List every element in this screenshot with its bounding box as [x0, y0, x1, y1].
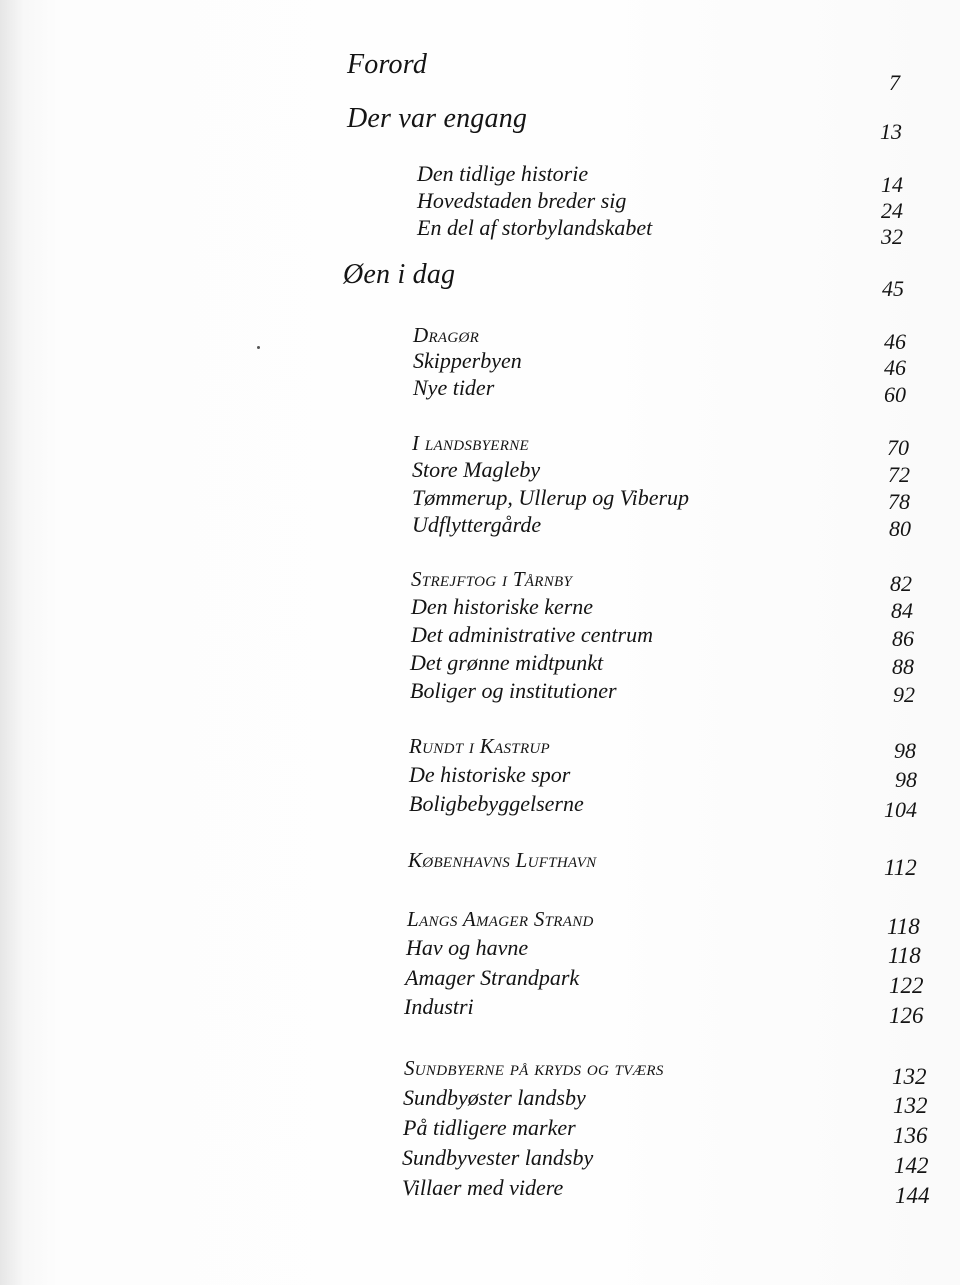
- toc-page: 142: [894, 1153, 929, 1178]
- toc-section-heading: Strejftog i Tårnby: [411, 567, 573, 591]
- toc-page: 92: [893, 682, 915, 707]
- toc-section-heading: Københavns Lufthavn: [408, 848, 597, 872]
- toc-page-forord: 7: [889, 70, 900, 95]
- toc-entry: Hav og havne: [406, 935, 529, 960]
- toc-page: 80: [889, 516, 911, 541]
- toc-entry-forord: Forord: [347, 49, 428, 80]
- toc-entry: En del af storbylandskabet: [417, 215, 653, 240]
- toc-page: 104: [884, 797, 917, 822]
- toc-entry-der-var-engang: Der var engang: [347, 103, 528, 134]
- toc-page: 78: [888, 489, 910, 514]
- toc-page-der-var-engang: 13: [880, 119, 902, 144]
- toc-entry: Amager Strandpark: [405, 965, 580, 990]
- toc-page: 144: [895, 1183, 930, 1208]
- toc-entry: De historiske spor: [409, 762, 571, 787]
- toc-entry: Sundbyøster landsby: [403, 1085, 586, 1110]
- toc-entry: Udflyttergårde: [412, 512, 542, 537]
- toc-page: 60: [884, 382, 906, 407]
- toc-page-oen-i-dag: 45: [882, 276, 904, 301]
- toc-page: 72: [888, 462, 910, 487]
- toc-page: 84: [891, 598, 913, 623]
- toc-page: 24: [881, 198, 903, 223]
- toc-page: 88: [892, 654, 914, 679]
- toc-page: 98: [894, 738, 916, 763]
- toc-entry: Sundbyvester landsby: [402, 1145, 594, 1170]
- toc-entry: Det grønne midtpunkt: [410, 650, 604, 675]
- toc-entry: Tømmerup, Ullerup og Viberup: [412, 485, 690, 510]
- toc-section-heading: Dragør: [413, 323, 480, 347]
- toc-entry: Den tidlige historie: [417, 161, 589, 186]
- toc-page: 132: [893, 1093, 928, 1118]
- toc-page: 126: [889, 1003, 924, 1028]
- toc-section-heading: I landsbyerne: [412, 431, 529, 455]
- toc-page: 98: [895, 767, 917, 792]
- toc-page: 70: [887, 435, 909, 460]
- toc-page: 118: [887, 914, 920, 939]
- toc-entry: Boliger og institutioner: [410, 678, 617, 703]
- toc-page: 14: [881, 172, 903, 197]
- toc-page: 118: [888, 943, 921, 968]
- toc-page: 122: [889, 973, 924, 998]
- toc-entry: Store Magleby: [412, 457, 541, 482]
- toc-page: 32: [881, 224, 903, 249]
- toc-page: 86: [892, 626, 914, 651]
- toc-entry: Den historiske kerne: [411, 594, 594, 619]
- toc-section-heading: Langs Amager Strand: [407, 907, 594, 931]
- toc-entry: Skipperbyen: [413, 348, 522, 373]
- toc-page: 136: [893, 1123, 928, 1148]
- toc-entry: På tidligere marker: [403, 1115, 576, 1140]
- toc-section-heading: Sundbyerne på kryds og tværs: [404, 1056, 664, 1080]
- page-gutter-shadow: [0, 0, 24, 1285]
- toc-entry: Villaer med videre: [402, 1175, 564, 1200]
- toc-entry: Det administrative centrum: [411, 622, 653, 647]
- toc-section-heading: Rundt i Kastrup: [409, 734, 551, 758]
- toc-page: 132: [892, 1064, 927, 1089]
- toc-entry: Industri: [404, 994, 474, 1019]
- toc-entry: Hovedstaden breder sig: [417, 188, 627, 213]
- toc-page: 112: [884, 855, 917, 880]
- toc-page: 46: [884, 355, 906, 380]
- toc-entry: Nye tider: [413, 375, 495, 400]
- toc-page: 46: [884, 329, 906, 354]
- paper-speck: [257, 346, 260, 349]
- toc-page: 82: [890, 571, 912, 596]
- toc-entry: Boligbebyggelserne: [409, 791, 584, 816]
- toc-entry-oen-i-dag: Øen i dag: [343, 259, 456, 290]
